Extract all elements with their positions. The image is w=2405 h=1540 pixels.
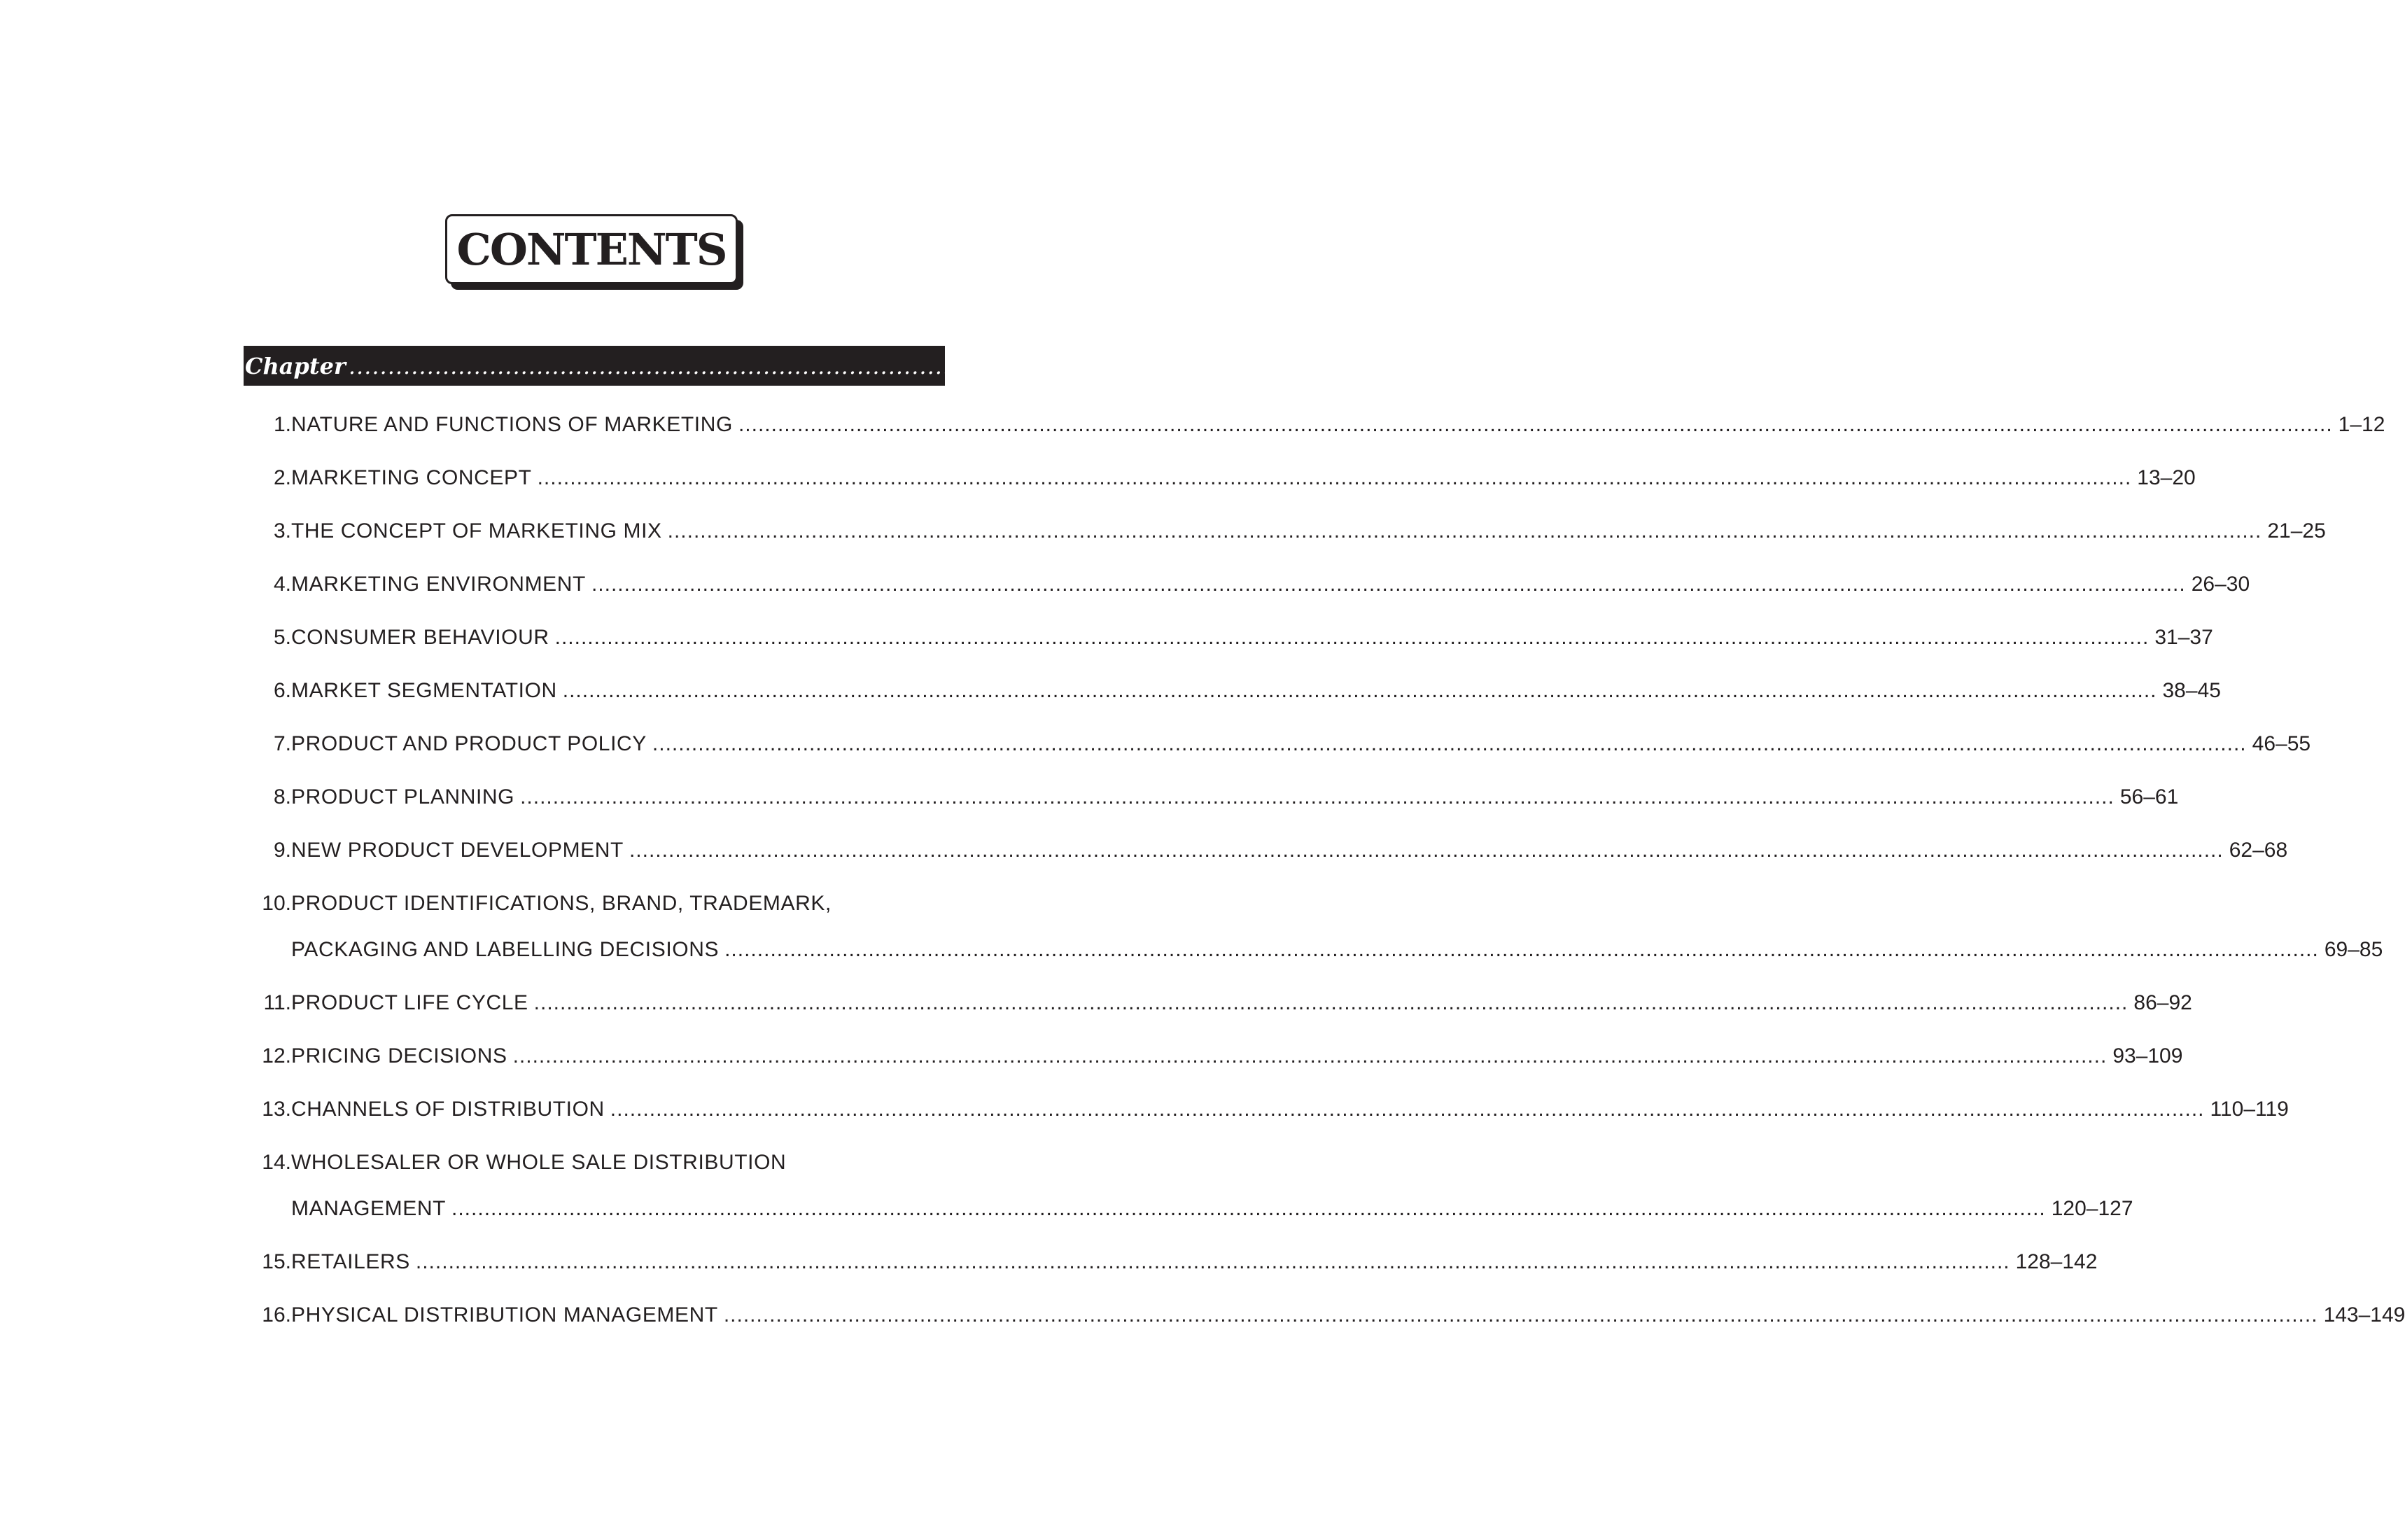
chapter-number: 10. xyxy=(262,892,291,915)
page-range: 120–127 xyxy=(2051,1197,2133,1220)
chapter-body xyxy=(291,1098,2289,1126)
toc-entry[interactable] xyxy=(244,466,2196,494)
toc-entry[interactable] xyxy=(244,732,2311,760)
chapter-title: PRICING DECISIONS xyxy=(291,1044,507,1068)
chapter-body xyxy=(291,1303,2405,1331)
chapter-title: MANAGEMENT xyxy=(291,1197,447,1220)
chapter-title-line xyxy=(291,626,2213,654)
chapter-title: PHYSICAL DISTRIBUTION MANAGEMENT xyxy=(291,1303,718,1326)
dot-leader xyxy=(591,573,2186,596)
dot-leader xyxy=(520,785,2115,809)
chapter-number-cell xyxy=(244,1250,291,1278)
dot-leader xyxy=(652,732,2247,756)
toc-entry[interactable] xyxy=(244,991,2192,1019)
page-range: 46–55 xyxy=(2252,732,2311,755)
toc-entry[interactable] xyxy=(244,1151,2133,1225)
chapter-title: CONSUMER BEHAVIOUR xyxy=(291,626,549,649)
chapter-title-line xyxy=(291,573,2250,601)
header-dot-leader xyxy=(349,353,1975,379)
chapter-title: PRODUCT AND PRODUCT POLICY xyxy=(291,732,647,755)
toc-entry[interactable] xyxy=(244,679,2221,707)
chapter-title: MARKETING CONCEPT xyxy=(291,466,532,489)
chapter-number: 3. xyxy=(273,519,291,542)
dot-leader xyxy=(738,413,2333,437)
chapter-title: PACKAGING AND LABELLING DECISIONS xyxy=(291,938,720,961)
page-range: 93–109 xyxy=(2112,1044,2183,1068)
toc-entry[interactable] xyxy=(244,892,2383,966)
chapter-number: 16. xyxy=(262,1303,291,1326)
chapter-title-line xyxy=(291,991,2192,1019)
toc-entry[interactable] xyxy=(244,785,2179,813)
chapter-number-cell xyxy=(244,732,291,760)
chapter-title-line xyxy=(291,1197,2133,1225)
dot-leader xyxy=(629,839,2224,862)
chapter-number: 6. xyxy=(273,679,291,702)
chapter-title: MARKET SEGMENTATION xyxy=(291,679,557,702)
chapter-title: PRODUCT LIFE CYCLE xyxy=(291,991,528,1014)
page-range: 110–119 xyxy=(2210,1098,2289,1121)
page-range: 13–20 xyxy=(2137,466,2196,489)
toc-entry[interactable] xyxy=(244,413,2385,441)
dot-leader xyxy=(534,991,2129,1015)
chapter-body xyxy=(291,785,2178,813)
contents-title-box xyxy=(445,214,738,284)
chapter-body xyxy=(291,1151,2133,1225)
chapter-body xyxy=(291,413,2385,441)
chapter-title-line xyxy=(291,1044,2182,1072)
dot-leader xyxy=(724,938,2319,962)
chapter-number-cell xyxy=(244,1151,291,1225)
chapter-number-cell xyxy=(244,1098,291,1126)
chapter-title-line xyxy=(291,1098,2289,1126)
page-range: 38–45 xyxy=(2162,679,2221,702)
page-no-column-label: Page No. xyxy=(1983,339,2045,393)
chapter-body xyxy=(291,466,2196,494)
page-range: 69–85 xyxy=(2324,938,2383,961)
chapter-number-cell xyxy=(244,1303,291,1331)
chapter-column-label: Chapter xyxy=(245,352,346,379)
toc-entry[interactable] xyxy=(244,1098,2289,1126)
page-range: 128–142 xyxy=(2015,1250,2098,1273)
chapter-title-line xyxy=(291,519,2326,547)
toc-entry[interactable] xyxy=(244,1303,2405,1331)
page-range: 86–92 xyxy=(2133,991,2192,1014)
toc-header-bar xyxy=(244,339,2045,393)
page-range: 1–12 xyxy=(2338,413,2385,436)
chapter-title-line xyxy=(291,1250,2097,1278)
chapter-title-line xyxy=(291,1303,2405,1331)
chapter-number-cell xyxy=(244,466,291,494)
chapter-title-line xyxy=(291,679,2221,707)
chapter-number: 14. xyxy=(262,1151,291,1174)
chapter-body xyxy=(291,679,2221,707)
dot-leader xyxy=(668,519,2262,543)
chapter-title-line xyxy=(291,732,2311,760)
chapter-title: CHANNELS OF DISTRIBUTION xyxy=(291,1098,605,1121)
chapter-number: 12. xyxy=(262,1044,291,1068)
chapter-body xyxy=(291,732,2311,760)
page-range: 21–25 xyxy=(2267,519,2326,542)
page-range: 62–68 xyxy=(2229,839,2288,862)
dot-leader xyxy=(513,1044,2108,1068)
dot-leader xyxy=(538,466,2132,490)
chapter-title-line xyxy=(291,892,2383,920)
chapter-title: PRODUCT IDENTIFICATIONS, BRAND, TRADEMARK, xyxy=(291,892,832,915)
chapter-title: NEW PRODUCT DEVELOPMENT xyxy=(291,839,624,862)
chapter-title-line xyxy=(291,466,2196,494)
chapter-title: PRODUCT PLANNING xyxy=(291,785,515,808)
chapter-number: 4. xyxy=(273,573,291,596)
chapter-body xyxy=(291,1250,2097,1278)
chapter-number-cell xyxy=(244,679,291,707)
chapter-title-line xyxy=(291,413,2385,441)
chapter-title: NATURE AND FUNCTIONS OF MARKETING xyxy=(291,413,733,436)
chapter-number-cell xyxy=(244,413,291,441)
dot-leader xyxy=(724,1303,2318,1327)
page-title: CONTENTS xyxy=(456,223,727,275)
toc-entry[interactable] xyxy=(244,1044,2183,1072)
chapter-title-line xyxy=(291,938,2383,966)
chapter-number-cell xyxy=(244,573,291,601)
chapter-title: RETAILERS xyxy=(291,1250,410,1273)
chapter-number: 1. xyxy=(273,413,291,436)
chapter-number: 2. xyxy=(273,466,291,489)
page-range: 26–30 xyxy=(2191,573,2250,596)
chapter-number-cell xyxy=(244,1044,291,1072)
page-range: 56–61 xyxy=(2119,785,2179,808)
chapter-body xyxy=(291,892,2383,966)
dot-leader xyxy=(416,1250,2010,1274)
chapter-body xyxy=(291,573,2250,601)
table-of-contents xyxy=(244,413,2405,1357)
chapter-title-line xyxy=(291,839,2287,867)
dot-leader xyxy=(563,679,2157,703)
chapter-number-cell xyxy=(244,991,291,1019)
page-range: 143–149 xyxy=(2323,1303,2405,1326)
chapter-number: 7. xyxy=(273,732,291,755)
chapter-body xyxy=(291,519,2326,547)
chapter-title: THE CONCEPT OF MARKETING MIX xyxy=(291,519,662,542)
toc-entry[interactable] xyxy=(244,1250,2098,1278)
chapter-title: WHOLESALER OR WHOLE SALE DISTRIBUTION xyxy=(291,1151,787,1174)
toc-entry[interactable] xyxy=(244,626,2213,654)
dot-leader xyxy=(610,1098,2205,1121)
toc-entry[interactable] xyxy=(244,839,2288,867)
chapter-body xyxy=(291,839,2287,867)
chapter-title: MARKETING ENVIRONMENT xyxy=(291,573,586,596)
chapter-number-cell xyxy=(244,892,291,966)
chapter-number-cell xyxy=(244,785,291,813)
chapter-number-cell xyxy=(244,839,291,867)
toc-entry[interactable] xyxy=(244,573,2250,601)
toc-entry[interactable] xyxy=(244,519,2326,547)
chapter-number-cell xyxy=(244,519,291,547)
chapter-number: 15. xyxy=(262,1250,291,1273)
chapter-body xyxy=(291,991,2192,1019)
chapter-number: 13. xyxy=(262,1098,291,1121)
chapter-number: 9. xyxy=(273,839,291,862)
chapter-number: 8. xyxy=(273,785,291,808)
dot-leader xyxy=(555,626,2150,650)
chapter-body xyxy=(291,626,2213,654)
page-range: 31–37 xyxy=(2154,626,2213,649)
chapter-number-cell xyxy=(244,626,291,654)
chapter-number: 11. xyxy=(263,991,291,1014)
dot-leader xyxy=(451,1197,2046,1221)
chapter-title-line xyxy=(291,1151,2133,1179)
chapter-number: 5. xyxy=(273,626,291,649)
chapter-title-line xyxy=(291,785,2178,813)
chapter-body xyxy=(291,1044,2182,1072)
